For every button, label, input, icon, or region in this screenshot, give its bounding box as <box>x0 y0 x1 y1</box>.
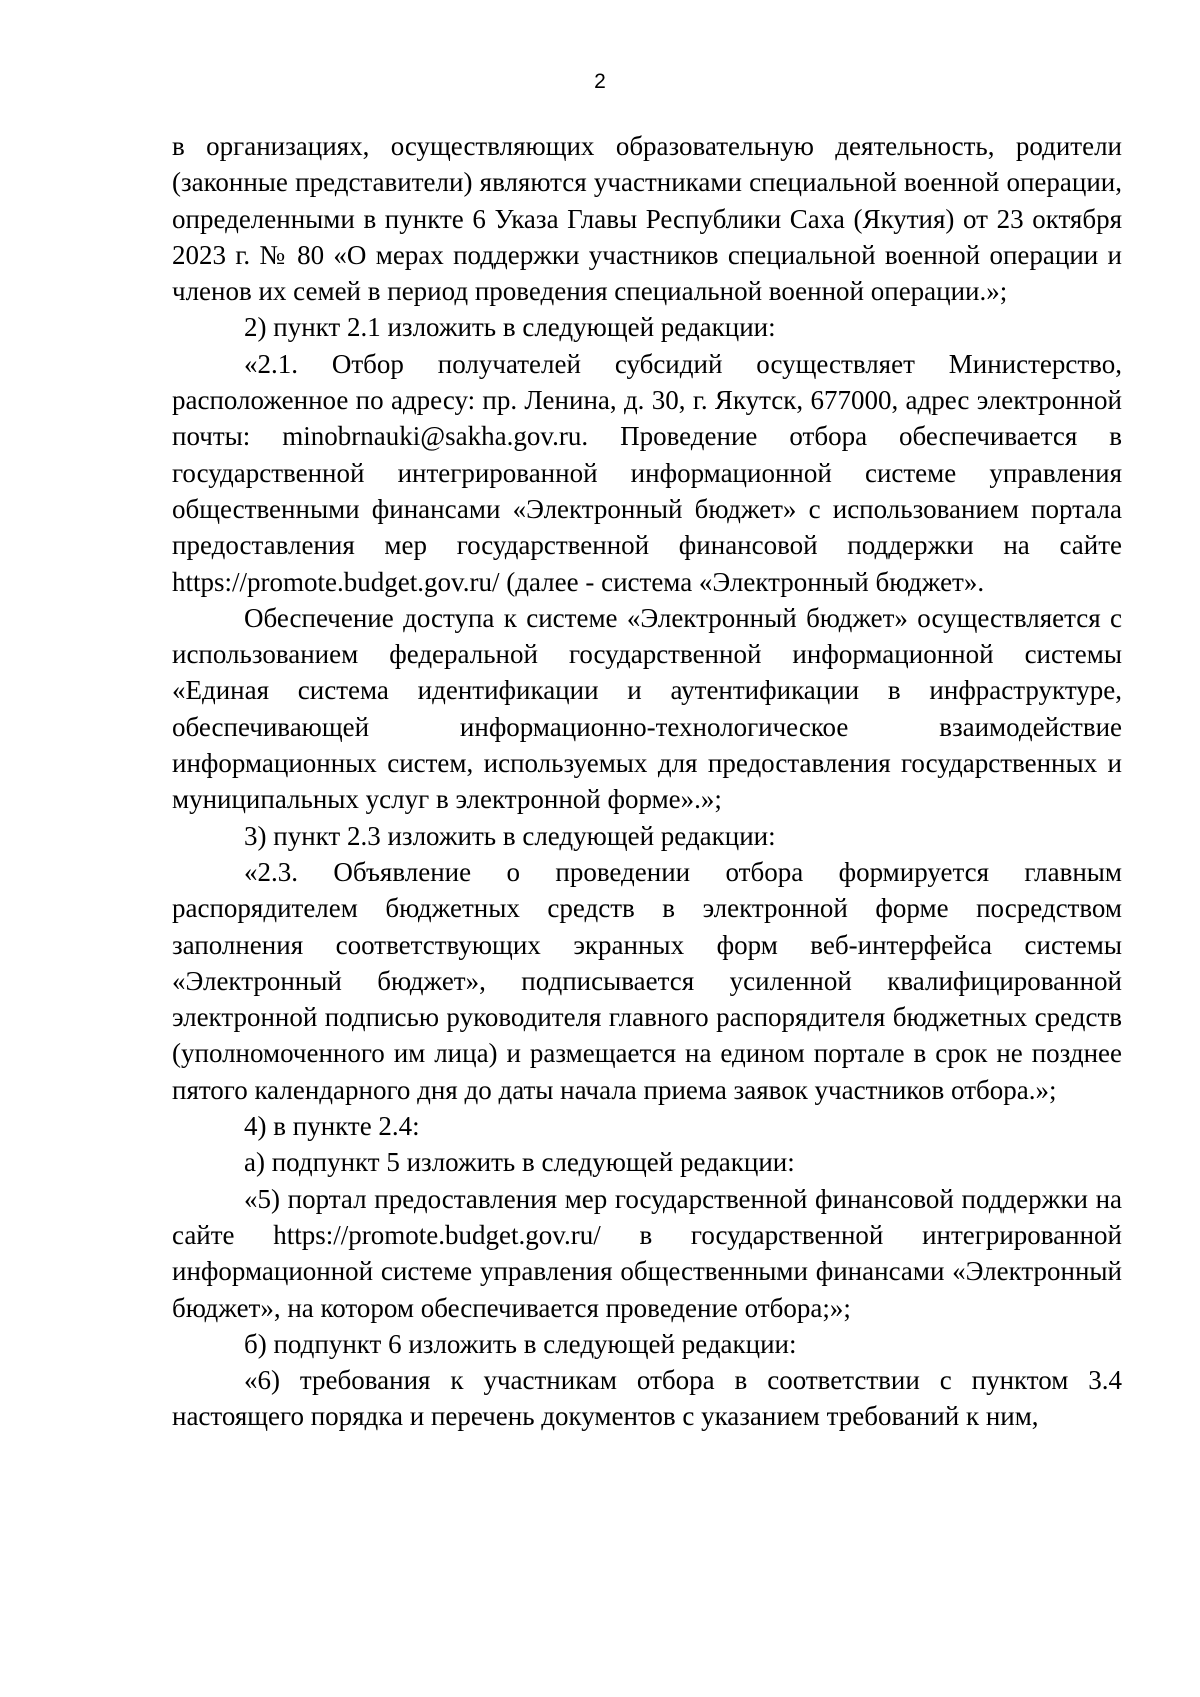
paragraph-item-4: 4) в пункте 2.4: <box>244 1111 420 1142</box>
paragraph-subclause-5: «5) портал предоставления мер государственной финансовой поддержки на сайте https://promote.budget.gov.ru/ в государственной интегрированной информационной системе управления общественными финансами «Электронный бюджет», на котором обеспечивается проведение отбора;»; <box>172 1183 1122 1323</box>
document-body <box>172 128 1122 1435</box>
paragraph-clause-2-1: «2.1. Отбор получателей субсидий осуществляет Министерство, расположенное по адресу: пр. Ленина, д. 30, г. Якутск, 677000, адрес электронной почты: minobrnauki@sakha.gov.ru. Проведение отбора обеспечивается в государственной интегрированной информационной системе управления общественными финансами «Электронный бюджет» с использованием портала предоставления мер государственной финансовой поддержки на сайте https://promote.budget.gov.ru/ (далее - система «Электронный бюджет». <box>172 348 1122 597</box>
paragraph-item-3: 3) пункт 2.3 изложить в следующей редакции: <box>244 820 776 851</box>
paragraph-item-2: 2) пункт 2.1 изложить в следующей редакции: <box>244 312 776 343</box>
paragraph-continuation: в организациях, осуществляющих образовательную деятельность, родители (законные представители) являются участниками специальной военной операции, определенными в пункте 6 Указа Главы Республики Саха (Якутия) от 23 октября 2023 г. № 80 «О мерах поддержки участников специальной военной операции и членов их семей в период проведения специальной военной операции.»; <box>172 131 1122 307</box>
paragraph-subclause-6: «6) требования к участникам отбора в соответствии с пунктом 3.4 настоящего порядка и перечень документов с указанием требований к ним, <box>172 1365 1122 1432</box>
page-number: 2 <box>594 70 606 93</box>
paragraph-access-provision: Обеспечение доступа к системе «Электронный бюджет» осуществляется с использованием федеральной государственной информационной системы «Единая система идентификации и аутентификации в инфраструктуре, обеспечивающей информационно-технологическое взаимодействие информационных систем, используемых для предоставления государственных и муниципальных услуг в электронной форме».»; <box>172 602 1122 815</box>
paragraph-clause-2-3: «2.3. Объявление о проведении отбора формируется главным распорядителем бюджетных средств в электронной форме посредством заполнения соответствующих экранных форм веб-интерфейса системы «Электронный бюджет», подписывается усиленной квалифицированной электронной подписью руководителя главного распорядителя бюджетных средств (уполномоченного им лица) и размещается на едином портале в срок не позднее пятого календарного дня до даты начала приема заявок участников отбора.»; <box>172 856 1122 1105</box>
paragraph-subitem-b: б) подпункт 6 изложить в следующей редакции: <box>244 1328 797 1359</box>
paragraph-subitem-a: а) подпункт 5 изложить в следующей редакции: <box>244 1147 795 1178</box>
